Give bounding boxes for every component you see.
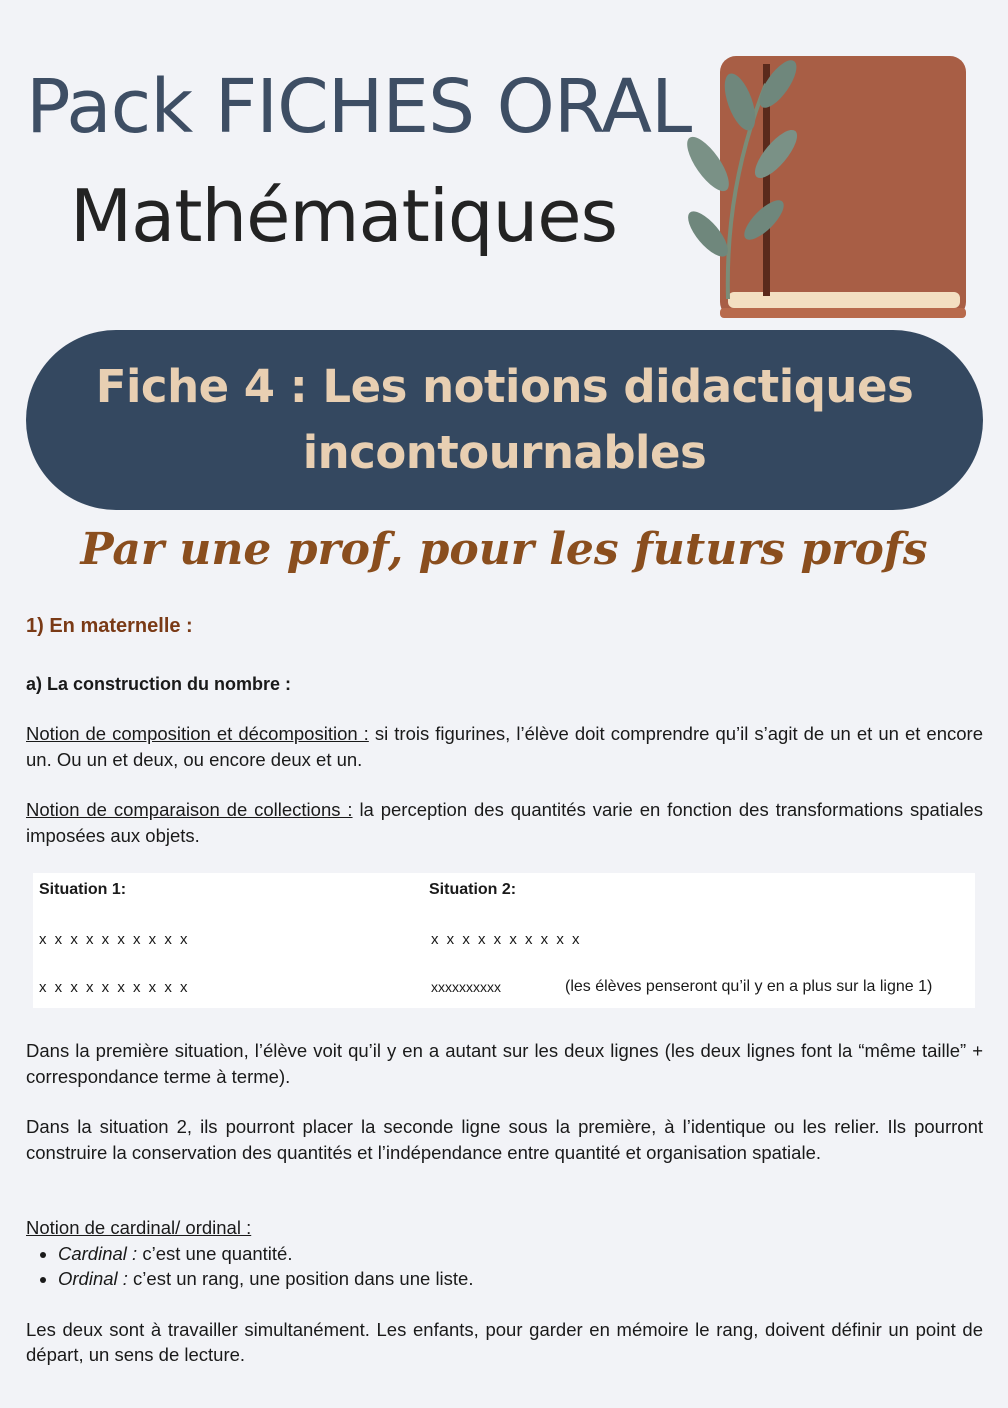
tagline: Par une prof, pour les futurs profs bbox=[80, 524, 928, 575]
book-illustration-icon bbox=[668, 44, 978, 334]
paragraph-situation-2: Dans la situation 2, ils pourront placer la seconde ligne sous la première, à l’identique ou les relier. Ils pourront construire la conservation des quantités et l’indépendance entre quantité et organisation spatiale. bbox=[26, 1116, 983, 1163]
notion-label: Notion de composition et décomposition : bbox=[26, 723, 369, 744]
situation-2-note: (les élèves penseront qu’il y en a plus sur la ligne 1) bbox=[565, 978, 933, 995]
pack-title: Pack FICHES ORAL bbox=[26, 64, 692, 150]
paragraph-text: si trois figurines, l’élève doit comprendre qu’il s’agit de un et un et encore un. Ou un et deux, ou encore deux et un. bbox=[26, 723, 983, 770]
document-body bbox=[26, 614, 983, 1393]
situations-table bbox=[33, 873, 975, 1008]
subsection-heading: a) La construction du nombre : bbox=[26, 673, 292, 694]
situation-2-row-1: x x x x x x x x x x bbox=[431, 931, 582, 948]
banner-line-1: Fiche 4 : Les notions didactiques bbox=[95, 360, 914, 413]
fiche-title-banner bbox=[26, 330, 983, 510]
situation-2-row-2: xxxxxxxxxx bbox=[431, 979, 501, 995]
list-text: c’est une quantité. bbox=[137, 1242, 293, 1264]
list-term: Ordinal : bbox=[58, 1268, 128, 1289]
list-item bbox=[58, 1241, 983, 1267]
paragraph-composition bbox=[26, 721, 983, 772]
situation-1-row-1: x x x x x x x x x x bbox=[39, 931, 190, 948]
situation-1-label: Situation 1: bbox=[39, 881, 127, 898]
paragraph-text: la perception des quantités varie en fonction des transformations spatiales imposées aux objets. bbox=[26, 799, 984, 846]
list-term: Cardinal : bbox=[58, 1242, 138, 1264]
situation-2-label: Situation 2: bbox=[429, 881, 517, 898]
list-item bbox=[58, 1266, 983, 1292]
paragraph-comparaison bbox=[26, 797, 983, 848]
notion-label: Notion de comparaison de collections : bbox=[26, 799, 353, 820]
paragraph-simultane: Les deux sont à travailler simultanément. Les enfants, pour garder en mémoire le rang, doivent définir un point de départ, un sens de lecture. bbox=[26, 1318, 983, 1365]
banner-line-2: incontournables bbox=[302, 426, 707, 479]
notion-cardinal-label: Notion de cardinal/ ordinal : bbox=[26, 1217, 252, 1238]
subject-title: Mathématiques bbox=[70, 174, 618, 258]
list-text: c’est un rang, une position dans une liste. bbox=[127, 1268, 474, 1289]
section-heading: 1) En maternelle : bbox=[26, 615, 193, 637]
paragraph-situation-1: Dans la première situation, l’élève voit qu’il y en a autant sur les deux lignes (les deux lignes font la “même taille” + correspondance terme à terme). bbox=[26, 1040, 983, 1087]
cardinal-ordinal-list bbox=[26, 1241, 983, 1292]
situation-1-row-2: x x x x x x x x x x bbox=[39, 979, 190, 996]
